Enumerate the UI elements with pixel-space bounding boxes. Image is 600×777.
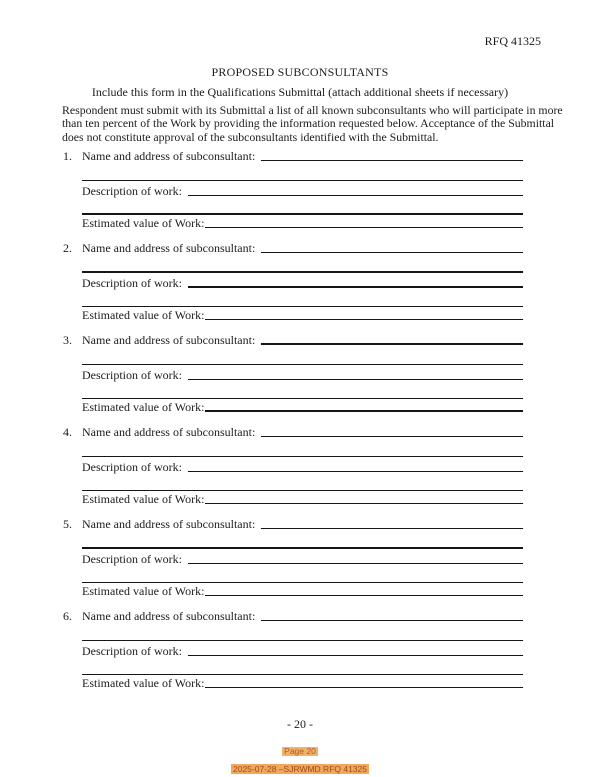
description-label: Description of work: (82, 184, 182, 199)
intro-line: does not constitute approval of the subconsultants identified with the Submittal. (62, 129, 439, 144)
write-in-line (205, 410, 523, 412)
description-label: Description of work: (82, 552, 182, 567)
write-in-line (82, 640, 523, 641)
estimated-value-label: Estimated value of Work: (82, 584, 205, 599)
estimated-value-label: Estimated value of Work: (82, 400, 205, 415)
item-number: 5. (63, 517, 72, 532)
name-address-label: Name and address of subconsultant: (82, 517, 256, 532)
stamp-page-label: Page 20 (284, 746, 316, 757)
estimated-value-label: Estimated value of Work: (82, 216, 205, 231)
item-number: 3. (63, 333, 72, 348)
subconsultant-entry-3 (63, 332, 523, 414)
write-in-line (188, 286, 523, 288)
name-address-label: Name and address of subconsultant: (82, 609, 256, 624)
page-title: PROPOSED SUBCONSULTANTS (211, 65, 389, 79)
write-in-line (261, 436, 523, 437)
description-label: Description of work: (82, 644, 182, 659)
write-in-line (82, 490, 523, 491)
description-label: Description of work: (82, 460, 182, 475)
write-in-line (188, 563, 523, 564)
write-in-line (82, 674, 523, 675)
name-address-label: Name and address of subconsultant: (82, 241, 256, 256)
item-number: 1. (63, 149, 72, 164)
write-in-line (188, 379, 523, 380)
write-in-line (82, 398, 523, 399)
estimated-value-label: Estimated value of Work: (82, 308, 205, 323)
description-label: Description of work: (82, 276, 182, 291)
subconsultant-entry-1 (63, 148, 523, 230)
write-in-line (188, 195, 523, 196)
name-address-label: Name and address of subconsultant: (82, 425, 256, 440)
intro-line: than ten percent of the Work by providing the information requested below. Acceptance of the Submittal (62, 116, 555, 131)
write-in-line (82, 547, 523, 549)
write-in-line (261, 343, 523, 345)
estimated-value-label: Estimated value of Work: (82, 492, 205, 507)
page-subtitle: Include this form in the Qualifications Submittal (attach additional sheets if necessary) (91, 85, 509, 99)
write-in-line (205, 687, 523, 688)
write-in-line (261, 620, 523, 621)
write-in-line (205, 503, 523, 504)
page-number: - 20 - (287, 717, 313, 732)
write-in-line (205, 227, 523, 228)
name-address-label: Name and address of subconsultant: (82, 333, 256, 348)
subconsultant-entry-5 (63, 516, 523, 598)
rfq-reference: RFQ 41325 (484, 34, 541, 48)
write-in-line (82, 180, 523, 181)
write-in-line (205, 319, 523, 320)
subconsultant-entry-6 (63, 608, 523, 690)
write-in-line (188, 471, 523, 472)
write-in-line (82, 271, 523, 273)
page-stamp (0, 741, 600, 777)
write-in-line (261, 160, 523, 161)
item-number: 2. (63, 241, 72, 256)
write-in-line (188, 655, 523, 656)
intro-paragraph (62, 103, 563, 144)
write-in-line (261, 528, 523, 529)
item-number: 6. (63, 609, 72, 624)
write-in-line (82, 306, 523, 307)
item-number: 4. (63, 425, 72, 440)
write-in-line (82, 364, 523, 365)
intro-line: Respondent must submit with its Submittal a list of all known subconsultants who will participate in more (62, 103, 563, 117)
write-in-line (261, 252, 523, 253)
stamp-date-ref: 2025-07-28 –SJRWMD RFQ 41325 (232, 764, 368, 775)
subconsultant-entry-2 (63, 240, 523, 322)
write-in-line (82, 456, 523, 457)
write-in-line (205, 595, 523, 596)
name-address-label: Name and address of subconsultant: (82, 149, 256, 164)
estimated-value-label: Estimated value of Work: (82, 676, 205, 691)
write-in-line (82, 582, 523, 583)
subconsultant-list (0, 148, 523, 690)
description-label: Description of work: (82, 368, 182, 383)
write-in-line (82, 213, 523, 215)
subconsultant-entry-4 (63, 424, 523, 506)
